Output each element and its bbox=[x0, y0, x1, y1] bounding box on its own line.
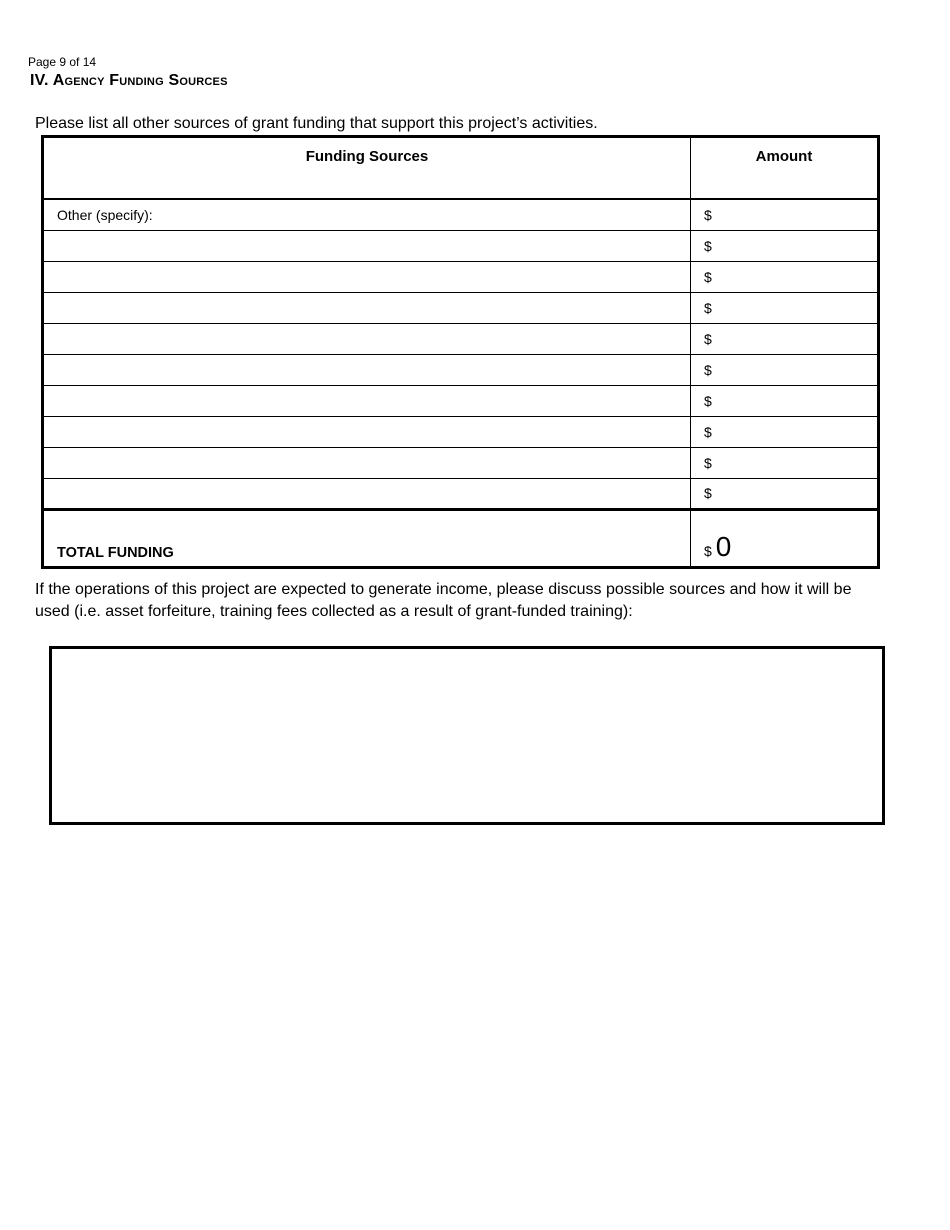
dollar-sign: $ bbox=[704, 268, 712, 285]
amount-field[interactable] bbox=[691, 323, 879, 354]
amount-field[interactable] bbox=[691, 447, 879, 478]
table-row bbox=[43, 323, 879, 354]
funding-source-field[interactable]: Other (specify): bbox=[43, 199, 691, 230]
table-row bbox=[43, 416, 879, 447]
income-question: If the operations of this project are expected to generate income, please discuss possible sources and how it will be used (i.e. asset forfeiture, training fees collected as a result of grant-funded training): bbox=[35, 581, 852, 620]
amount-field[interactable] bbox=[691, 230, 879, 261]
dollar-sign: $ bbox=[704, 330, 712, 347]
income-response-box[interactable] bbox=[49, 646, 885, 825]
funding-source-field[interactable] bbox=[43, 416, 691, 447]
table-header-row bbox=[43, 137, 879, 200]
table-row bbox=[43, 292, 879, 323]
amount-field[interactable] bbox=[691, 385, 879, 416]
table-row bbox=[43, 478, 879, 509]
amount-field[interactable] bbox=[691, 478, 879, 509]
funding-source-field[interactable] bbox=[43, 385, 691, 416]
table-row bbox=[43, 199, 879, 230]
dollar-sign: $ bbox=[704, 206, 712, 223]
table-row bbox=[43, 261, 879, 292]
table-row bbox=[43, 230, 879, 261]
funding-source-field[interactable] bbox=[43, 478, 691, 509]
funding-source-field[interactable] bbox=[43, 447, 691, 478]
dollar-sign: $ bbox=[704, 485, 712, 501]
dollar-sign: $ bbox=[704, 392, 712, 409]
amount-field[interactable] bbox=[691, 199, 879, 230]
instructions-text: Please list all other sources of grant funding that support this project’s activities. bbox=[35, 115, 598, 132]
amount-field[interactable] bbox=[691, 354, 879, 385]
table-row bbox=[43, 447, 879, 478]
funding-sources-table bbox=[41, 135, 880, 569]
page-number: Page 9 of 14 bbox=[28, 55, 97, 69]
total-funding-label: TOTAL FUNDING bbox=[57, 544, 174, 561]
amount-field[interactable] bbox=[691, 416, 879, 447]
dollar-sign: $ bbox=[704, 423, 712, 440]
header-funding-sources: Funding Sources bbox=[43, 137, 691, 200]
funding-source-field[interactable] bbox=[43, 261, 691, 292]
total-funding-value: 0 bbox=[715, 530, 732, 562]
dollar-sign: $ bbox=[704, 237, 712, 254]
dollar-sign: $ bbox=[704, 361, 712, 378]
funding-source-field[interactable] bbox=[43, 354, 691, 385]
amount-field[interactable] bbox=[691, 261, 879, 292]
dollar-sign: $ bbox=[704, 454, 712, 471]
section-title: IV. Agency Funding Sources bbox=[30, 72, 228, 89]
funding-source-field[interactable] bbox=[43, 230, 691, 261]
table-row bbox=[43, 385, 879, 416]
header-amount: Amount bbox=[691, 137, 879, 200]
table-row bbox=[43, 354, 879, 385]
amount-field[interactable] bbox=[691, 292, 879, 323]
total-row bbox=[43, 509, 879, 567]
dollar-sign: $ bbox=[704, 299, 712, 316]
total-label-cell bbox=[43, 509, 691, 567]
total-dollar-sign: $ bbox=[704, 542, 712, 559]
funding-source-field[interactable] bbox=[43, 323, 691, 354]
total-amount-field bbox=[691, 509, 879, 567]
funding-source-field[interactable] bbox=[43, 292, 691, 323]
